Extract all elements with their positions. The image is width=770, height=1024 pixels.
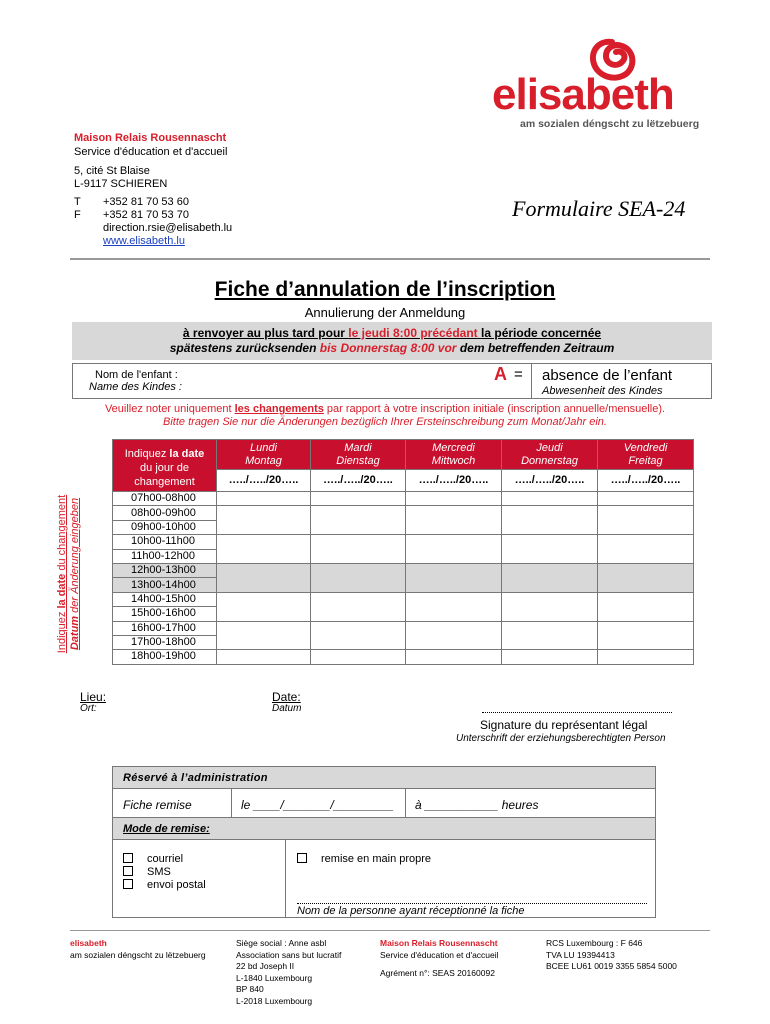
slot-label: 08h00-09h00 bbox=[113, 506, 217, 520]
checkbox-courriel[interactable] bbox=[123, 853, 133, 863]
checkbox-main-propre[interactable] bbox=[297, 853, 307, 863]
lieu-label: Lieu: bbox=[80, 690, 107, 704]
logo-tagline: am sozialen déngscht zu lëtzebuerg bbox=[520, 118, 700, 130]
slot-cell[interactable] bbox=[311, 650, 406, 664]
admin-box bbox=[112, 766, 656, 918]
corner-cell: Indiquez la date du jour de changement bbox=[113, 440, 217, 492]
datum-label: Datum bbox=[272, 703, 302, 714]
slot-cell[interactable] bbox=[406, 506, 502, 535]
date-cell-monday[interactable]: …../…../20….. bbox=[217, 470, 311, 492]
slot-cell[interactable] bbox=[217, 592, 311, 621]
fiche-remise-label: Fiche remise bbox=[123, 798, 192, 812]
slot-cell[interactable] bbox=[502, 492, 598, 506]
slot-cell[interactable] bbox=[598, 506, 694, 535]
slot-label: 10h00-11h00 bbox=[113, 535, 217, 549]
slot-cell[interactable] bbox=[502, 592, 598, 621]
receiver-name-line[interactable] bbox=[297, 903, 647, 904]
footer-divider bbox=[70, 930, 710, 931]
day-header-friday: Vendredi Freitag bbox=[598, 440, 694, 470]
phone-value: +352 81 70 53 60 bbox=[103, 196, 189, 208]
mode-title: Mode de remise: bbox=[123, 823, 210, 835]
day-header-tuesday: Mardi Dienstag bbox=[311, 440, 406, 470]
slot-cell[interactable] bbox=[598, 535, 694, 564]
fax-label: F bbox=[74, 209, 81, 221]
ort-label: Ort: bbox=[80, 703, 97, 714]
deadline-band bbox=[72, 322, 712, 360]
date-cell-tuesday[interactable]: …../…../20….. bbox=[311, 470, 406, 492]
signature-label-de: Unterschrift der erziehungsberechtigten Person bbox=[456, 733, 666, 744]
side-vertical-label: Indiquez la date du changement Datum der Änderung eingeben bbox=[56, 494, 81, 654]
mode-options-left: courriel SMS envoi postal bbox=[123, 853, 206, 892]
slot-cell[interactable] bbox=[217, 621, 311, 650]
slot-cell[interactable] bbox=[502, 506, 598, 535]
day-header-monday: Lundi Montag bbox=[217, 440, 311, 470]
slot-cell[interactable] bbox=[598, 563, 694, 592]
day-header-wednesday: Mercredi Mittwoch bbox=[406, 440, 502, 470]
address-line-2: L-9117 SCHIEREN bbox=[74, 178, 168, 190]
slot-cell[interactable] bbox=[217, 563, 311, 592]
slot-cell[interactable] bbox=[598, 621, 694, 650]
footer-col-2: Siège social : Anne asbl Association sans but lucratif 22 bd Joseph II L-1840 Luxembourg BP 840 L-2018 Luxembourg bbox=[236, 938, 342, 1006]
day-header-thursday: Jeudi Donnerstag bbox=[502, 440, 598, 470]
date-cell-friday[interactable]: …../…../20….. bbox=[598, 470, 694, 492]
slot-label: 09h00-10h00 bbox=[113, 520, 217, 534]
slot-label: 07h00-08h00 bbox=[113, 492, 217, 506]
slot-label: 18h00-19h00 bbox=[113, 650, 217, 664]
form-code: Formulaire SEA-24 bbox=[512, 196, 686, 221]
signature-label-fr: Signature du représentant légal bbox=[480, 718, 648, 732]
slot-cell[interactable] bbox=[598, 492, 694, 506]
slot-cell[interactable] bbox=[311, 621, 406, 650]
slot-cell[interactable] bbox=[217, 535, 311, 564]
slot-cell[interactable] bbox=[502, 650, 598, 664]
logo-wordmark: elisabeth bbox=[492, 70, 674, 119]
slot-cell[interactable] bbox=[311, 506, 406, 535]
slot-cell[interactable] bbox=[598, 592, 694, 621]
org-name: Maison Relais Rousennascht bbox=[74, 132, 227, 144]
fiche-time-field[interactable]: à ___________ heures bbox=[415, 798, 539, 812]
website-link[interactable]: www.elisabeth.lu bbox=[103, 235, 185, 247]
fax-value: +352 81 70 53 70 bbox=[103, 209, 189, 221]
slot-label: 14h00-15h00 bbox=[113, 592, 217, 606]
slot-cell[interactable] bbox=[502, 563, 598, 592]
address-line-1: 5, cité St Blaise bbox=[74, 165, 150, 177]
checkbox-sms[interactable] bbox=[123, 866, 133, 876]
footer-col-4: RCS Luxembourg : F 646 TVA LU 19394413 BCEE LU61 0019 3355 5854 5000 bbox=[546, 938, 677, 971]
slot-label: 13h00-14h00 bbox=[113, 578, 217, 592]
signature-line[interactable] bbox=[482, 712, 672, 713]
note-fr: Veuillez noter uniquement les changements par rapport à votre inscription initiale (inscription annuelle/mensuelle). bbox=[104, 403, 666, 415]
header-divider bbox=[70, 258, 710, 260]
page-title: Fiche d’annulation de l’inscription bbox=[214, 278, 556, 301]
slot-cell[interactable] bbox=[217, 650, 311, 664]
slot-cell[interactable] bbox=[406, 492, 502, 506]
date-cell-wednesday[interactable]: …../…../20….. bbox=[406, 470, 502, 492]
phone-label: T bbox=[74, 196, 81, 208]
admin-title: Réservé à l’administration bbox=[123, 772, 268, 784]
slot-cell[interactable] bbox=[502, 621, 598, 650]
fiche-date-field[interactable]: le ____/_______/_________ bbox=[241, 798, 394, 812]
date-cell-thursday[interactable]: …../…../20….. bbox=[502, 470, 598, 492]
receiver-name-label: Nom de la personne ayant réceptionné la fiche bbox=[297, 905, 525, 917]
slot-cell[interactable] bbox=[502, 535, 598, 564]
slot-label: 15h00-16h00 bbox=[113, 607, 217, 621]
slot-cell[interactable] bbox=[311, 563, 406, 592]
slot-cell[interactable] bbox=[406, 535, 502, 564]
slot-label: 11h00-12h00 bbox=[113, 549, 217, 563]
schedule-table bbox=[112, 439, 694, 665]
slot-cell[interactable] bbox=[311, 492, 406, 506]
note-de: Bitte tragen Sie nur die Änderungen bezüglich Ihrer Ersteinschreibung zum Monat/Jahr ein. bbox=[163, 416, 607, 428]
footer-col-1: elisabeth am sozialen déngscht zu lëtzebuerg bbox=[70, 938, 206, 960]
slot-cell[interactable] bbox=[217, 492, 311, 506]
checkbox-envoi-postal[interactable] bbox=[123, 879, 133, 889]
slot-cell[interactable] bbox=[311, 535, 406, 564]
child-name-field[interactable]: Nom de l'enfant : Name des Kindes : bbox=[72, 363, 532, 399]
slot-cell[interactable] bbox=[406, 621, 502, 650]
slot-cell[interactable] bbox=[406, 650, 502, 664]
footer-col-3: Maison Relais Rousennascht Service d'éducation et d'accueil Agrément n°: SEAS 20160092 bbox=[380, 938, 499, 978]
slot-cell[interactable] bbox=[598, 650, 694, 664]
slot-cell[interactable] bbox=[311, 592, 406, 621]
slot-cell[interactable] bbox=[406, 592, 502, 621]
page-subtitle: Annulierung der Anmeldung bbox=[304, 305, 466, 320]
slot-label: 17h00-18h00 bbox=[113, 635, 217, 649]
deadline-de: spätestens zurücksenden bis Donnerstag 8:00 vor dem betreffenden Zeitraum bbox=[169, 341, 615, 355]
absence-legend: A = absence de l’enfant Abwesenheit des Kindes bbox=[532, 363, 712, 399]
date-label: Date: bbox=[272, 690, 301, 704]
mode-option-main-propre: remise en main propre bbox=[297, 853, 431, 865]
slot-cell[interactable] bbox=[406, 563, 502, 592]
email: direction.rsie@elisabeth.lu bbox=[103, 222, 233, 234]
slot-label: 12h00-13h00 bbox=[113, 563, 217, 577]
org-service: Service d'éducation et d'accueil bbox=[74, 146, 228, 158]
deadline-fr: à renvoyer au plus tard pour le jeudi 8:00 précédant la période concernée bbox=[182, 326, 602, 340]
slot-label: 16h00-17h00 bbox=[113, 621, 217, 635]
slot-cell[interactable] bbox=[217, 506, 311, 535]
